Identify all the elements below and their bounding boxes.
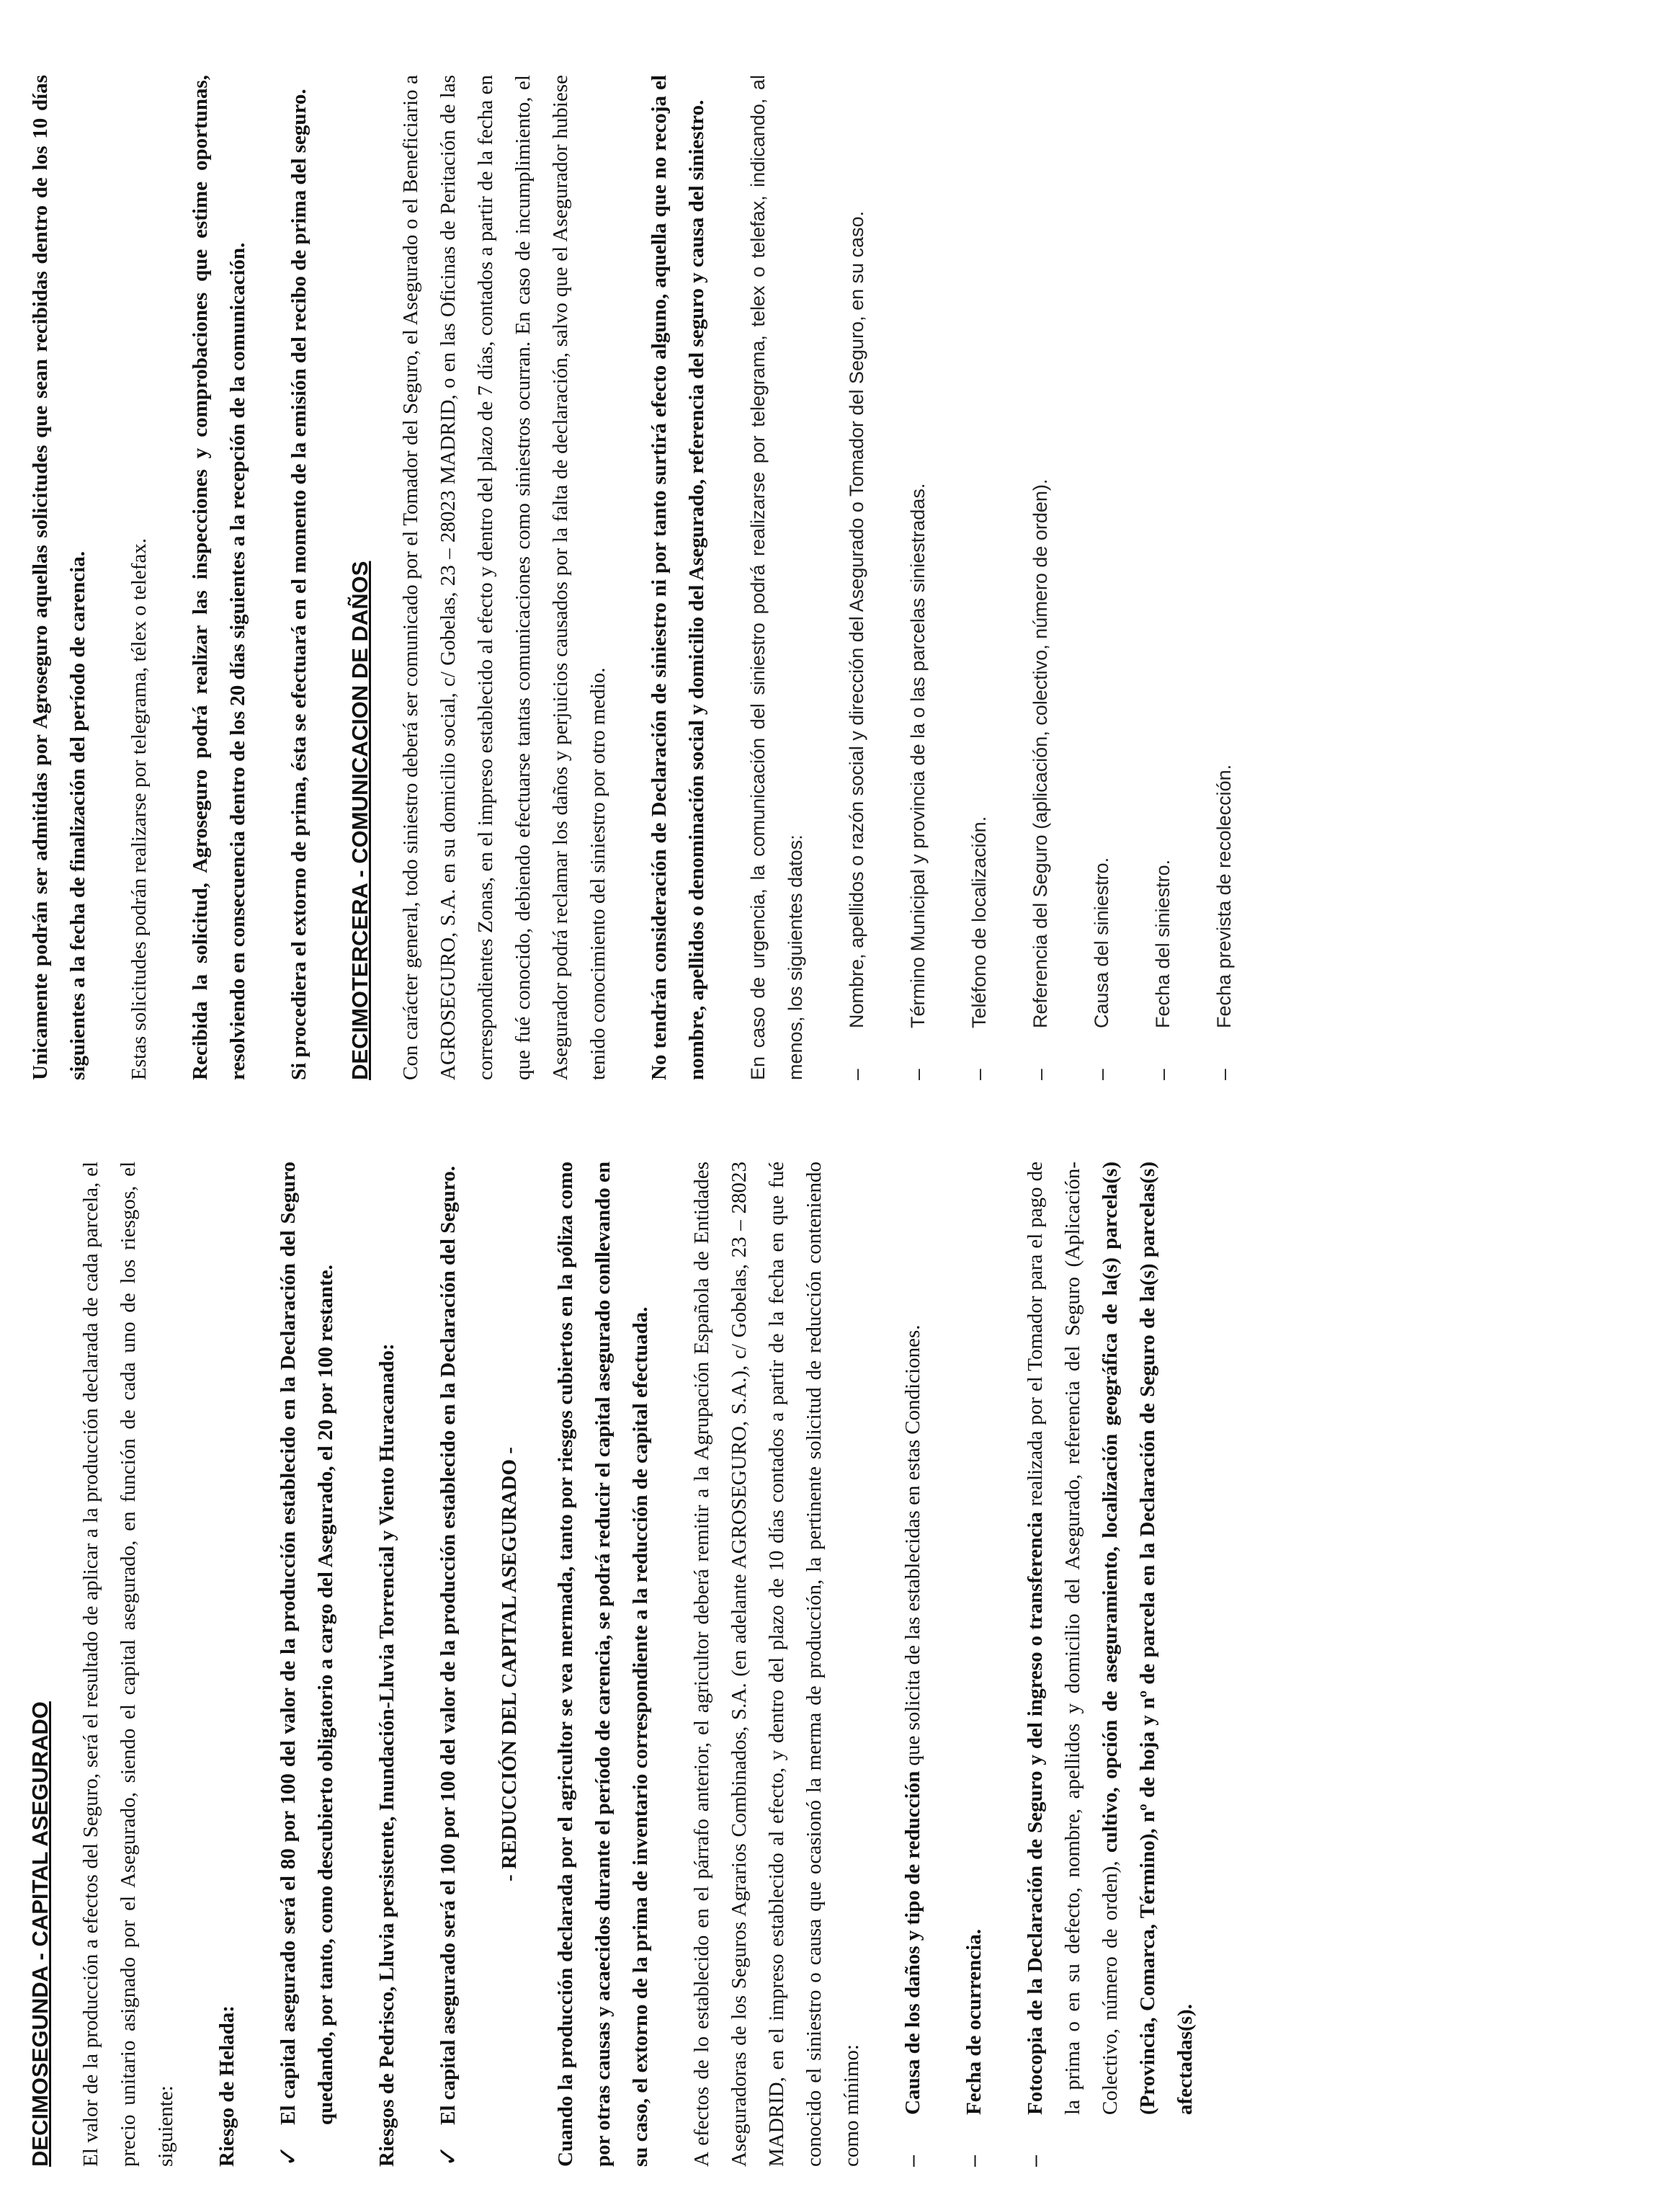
left-column: [22, 1162, 1228, 2167]
dash-icon: –: [845, 1069, 867, 1080]
list-item-text: Nombre, apellidos o razón social y dirección del Asegurado o Tomador del Seguro, en su caso.: [846, 210, 867, 1028]
right-column: [22, 75, 1266, 1080]
dash-icon: –: [1151, 1069, 1174, 1080]
list-item: [838, 75, 875, 1080]
reduccion-paragraph: Cuando la producción declarada por el agricultor se vea mermada, tanto por riesgos cubiertos en la póliza como por otras causas y acaecidos durante el período de carencia, se podrá reducir el capital asegurado conllevando en su caso, el extorno de la prima de inventario correspondiente a la reducción de capital efectuada.: [554, 1162, 652, 2167]
dash-icon: –: [968, 1069, 990, 1080]
list-item-text: Teléfono de localización.: [968, 816, 990, 1028]
list-item: [1022, 75, 1059, 1080]
dash-icon: –: [962, 2155, 986, 2167]
dash-icon: –: [1024, 2155, 1047, 2167]
list-item-text: Fecha del siniestro.: [1152, 859, 1174, 1028]
urgencia-paragraph: En caso de urgencia, la comunicación del siniestro podrá realizarse por telegrama, telex o telefax, indicando, al menos, los siguientes datos:: [747, 75, 806, 1080]
section-heading-capital-asegurado: DECIMOSEGUNDA - CAPITAL ASEGURADO: [27, 1701, 53, 2167]
item-bold: Fecha de ocurrencia.: [962, 1929, 986, 2115]
admitidas-paragraph: Unicamente podrán ser admitidas por Agroseguro aquellas solicitudes que sean recibidas dentro de los 10 días siguientes a la fecha de finalización del período de carencia.: [29, 75, 89, 1080]
list-item: [955, 1162, 993, 2167]
intro-paragraph: El valor de la producción a efectos del Seguro, será el resultado de aplicar a la producción declarada de cada parcela, el precio unitario asignado por el Asegurado, siendo el capital asegurado, en función de cada uno de los riesgos, el siguiente:: [79, 1162, 177, 2167]
dash-icon: –: [901, 2155, 924, 2167]
list-item: [1144, 75, 1181, 1080]
check-mark-icon: ✓: [274, 2144, 303, 2167]
item-bold-2: cultivo, opción de aseguramiento, localización geográfica de la(s) parcela(s) (Provincia, Comarca, Término), nº de hoja y nº de parcela en la Declaración de Seguro de la(s) parcelas(s) afectadas(s).: [1099, 1162, 1197, 2115]
check-mark-icon: ✓: [434, 2144, 463, 2167]
list-item-text: Causa del siniestro.: [1091, 857, 1112, 1028]
list-item-text: Fecha prevista de recolección.: [1213, 764, 1235, 1028]
dash-icon: –: [1212, 1069, 1235, 1080]
efectos-paragraph: A efectos de lo establecido en el párrafo anterior, el agricultor deberá remitir a la Agrupación Española de Entidades Aseguradoras de los Seguros Agrarios Combinados, S.A. (en adelante AGROSEGURO, S.A.), c/ Gobelas, 23 – 28023 MADRID, en el impreso establecido al efecto, y dentro del plazo de 10 días contados a partir de la fecha en que fué conocido el siniestro o causa que ocasionó la merma de producción, la pertinente solicitud de reducción conteniendo como mínimo:: [690, 1162, 863, 2167]
list-item: [1205, 75, 1243, 1080]
solicitudes-paragraph: Estas solicitudes podrán realizarse por telegrama, télex o telefax.: [128, 538, 151, 1080]
item-text: que solicita de las establecidas en estas Condiciones.: [901, 1324, 924, 1771]
list-item: [894, 1162, 931, 2167]
list-item-text: Referencia del Seguro (aplicación, colectivo, número de orden).: [1029, 478, 1051, 1028]
extorno-paragraph: Si procediera el extorno de prima, ésta se efectuará en el momento de la emisión del recibo de prima del seguro.: [287, 89, 310, 1080]
helada-bullet: [269, 1162, 344, 2167]
helada-title: Riesgo de Helada:: [215, 2005, 238, 2167]
riesgos-title: Riesgos de Pedrisco, Lluvia persistente, Inundación-Lluvia Torrencial y Viento Huracanado:: [375, 1343, 398, 2167]
helada-bullet-text: El capital asegurado será el 80 por 100 del valor de la producción establecido en la Declaración del Seguro quedando, por tanto, como descubierto obligatorio a cargo del Asegurado, el 20 por 100 restante.: [277, 1162, 337, 2125]
list-item: [1017, 1162, 1204, 2167]
dash-icon: –: [906, 1069, 929, 1080]
riesgos-bullet: [429, 1162, 467, 2167]
recibida-paragraph: Recibida la solicitud, Agroseguro podrá realizar las inspecciones y comprobaciones que estime oportunas, resolviendo en consecuencia dentro de los 20 días siguientes a la recepción de la comunicación.: [189, 75, 249, 1080]
item-bold: Causa de los daños y tipo de reducción: [901, 1770, 924, 2115]
list-item: [899, 75, 937, 1080]
item-bold: Fotocopia de la Declaración de Seguro y del ingreso o transferencia: [1024, 1512, 1047, 2115]
list-item: [960, 75, 998, 1080]
item-text: realizada por el Tomador para el pago de la prima o en su defecto, nombre, apellidos y domicilio del Asegurado, referencia del Seguro (Aplicación-Colectivo, número de orden),: [1024, 1162, 1122, 2115]
section-heading-comunicacion-danos: DECIMOTERCERA - COMUNICACION DE DAÑOS: [347, 561, 372, 1080]
reduccion-title: - REDUCCIÓN DEL CAPITAL ASEGURADO -: [498, 1447, 521, 1881]
list-item-text: Término Municipal y provincia de la o las parcelas siniestradas.: [907, 483, 929, 1028]
consideracion-paragraph: No tendrán consideración de Declaración de siniestro ni por tanto surtirá efecto alguno, aquella que no recoja el nombre, apellidos o denominación social y domicilio del Asegurado, referencia del seguro y causa del siniestro.: [648, 75, 708, 1080]
riesgos-bullet-text: El capital asegurado será el 100 por 100 del valor de la producción establecido en la Declaración del Seguro.: [437, 1165, 460, 2125]
caracter-general-paragraph: Con carácter general, todo siniestro deberá ser comunicado por el Tomador del Seguro, el Asegurado o el Beneficiario a AGROSEGURO, S.A. en su domicilio social, c/ Gobelas, 23 – 28023 MADRID, o en las Oficinas de Peritación de las correspondientes Zonas, en el impreso establecido al efecto y dentro del plazo de 7 días, contados a partir de la fecha en que fué conocido, debiendo efectuarse tantas comunicaciones como siniestros ocurran. En caso de incumplimiento, el Asegurador podrá reclamar los daños y perjuicios causados por la falta de declaración, salvo que el Asegurador hubiese tenido conocimiento del siniestro por otro medio.: [399, 75, 609, 1080]
list-item: [1083, 75, 1120, 1080]
dash-icon: –: [1090, 1069, 1112, 1080]
dash-icon: –: [1029, 1069, 1051, 1080]
